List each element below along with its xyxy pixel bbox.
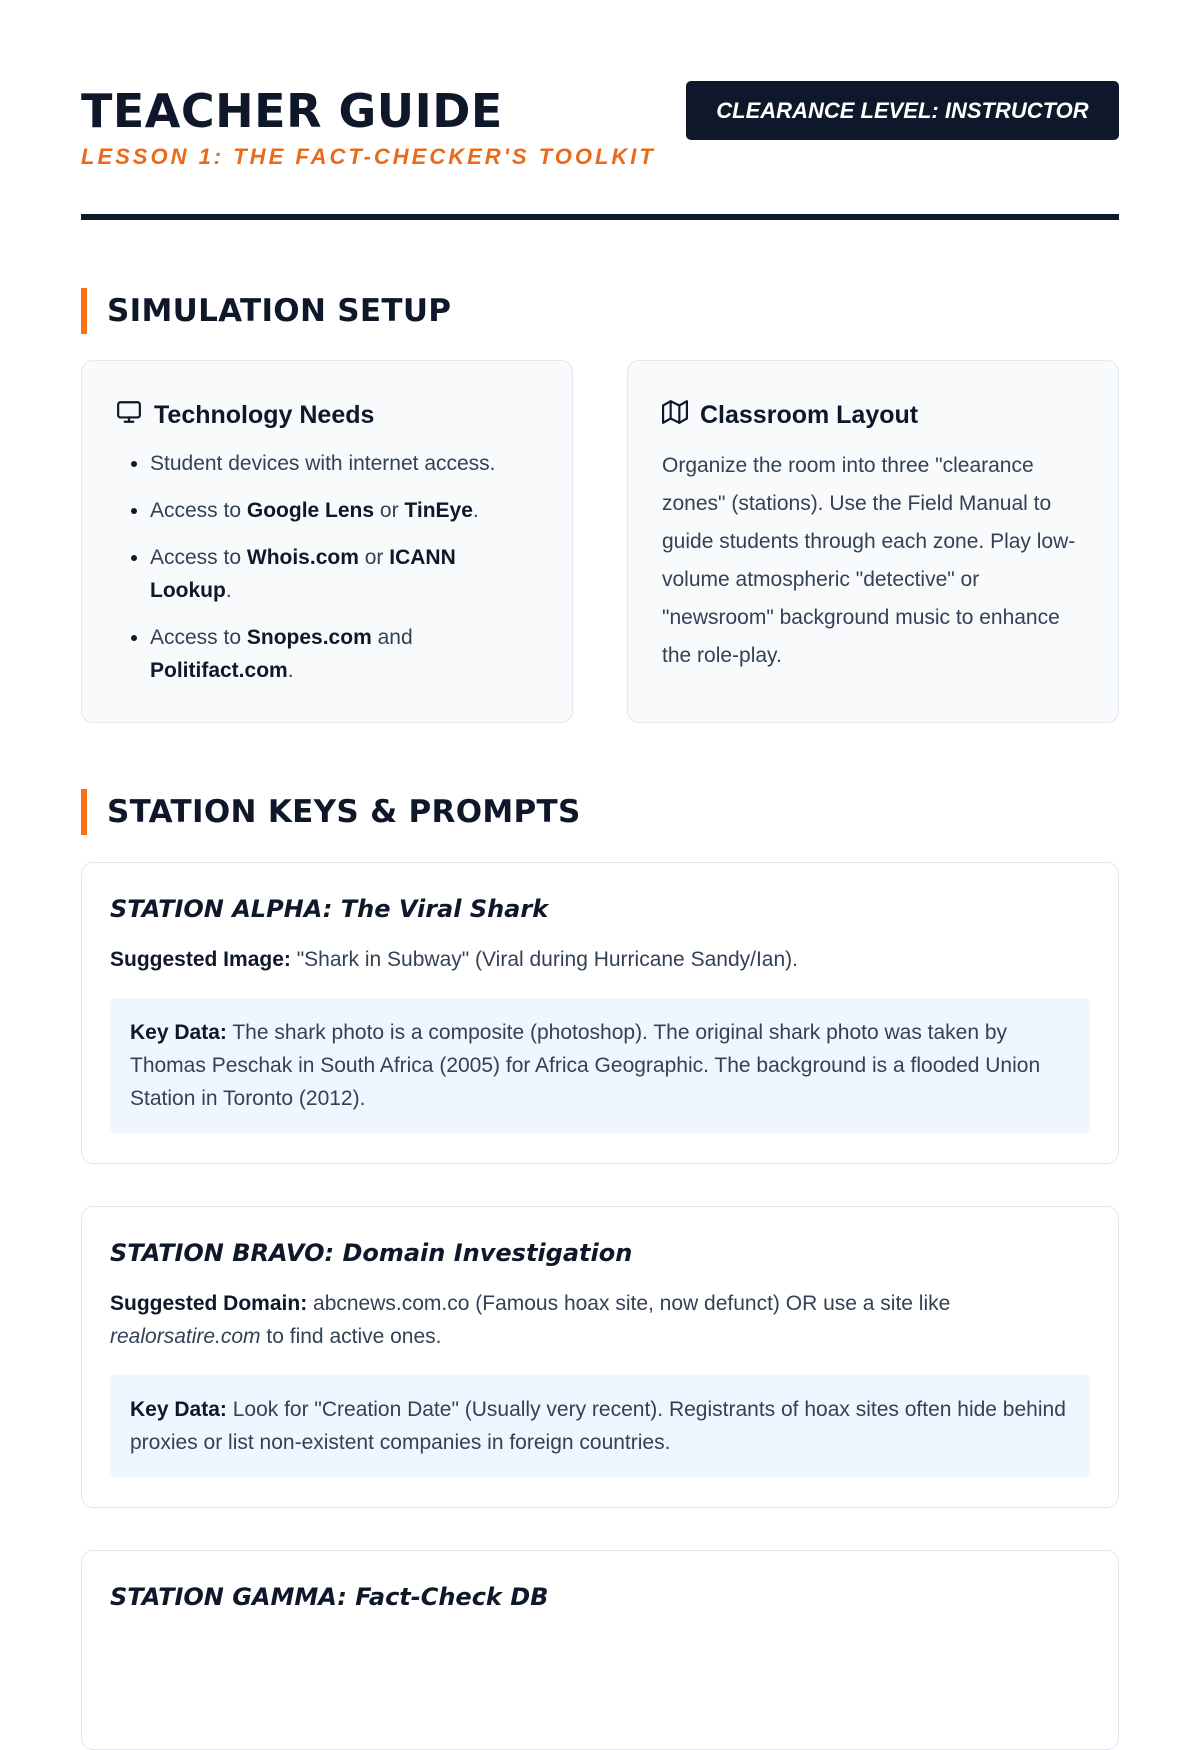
list-item — [150, 621, 538, 687]
station-gamma-card — [81, 1550, 1119, 1750]
setup-cards — [81, 360, 1119, 723]
header — [81, 0, 1119, 224]
list-item — [150, 494, 538, 527]
station-bravo-key-data — [110, 1375, 1090, 1477]
suggestion-label: Suggested Image: — [110, 948, 291, 971]
map-icon — [662, 399, 688, 432]
list-item-text: Access to — [150, 546, 247, 569]
tool-name: TinEye — [404, 499, 473, 522]
station-alpha-suggestion — [110, 943, 1090, 976]
classroom-layout-label: Classroom Layout — [700, 400, 919, 429]
list-item-text: and — [371, 626, 413, 649]
classroom-layout-card — [627, 360, 1119, 723]
tool-name: ICANN Lookup — [150, 546, 456, 602]
station-alpha-title: STATION ALPHA: The Viral Shark — [110, 895, 549, 923]
tool-name: Snopes.com — [246, 626, 372, 649]
tool-name: Politifact.com — [150, 659, 288, 682]
list-item — [150, 541, 538, 607]
suggestion-label: Suggested Domain: — [110, 1292, 308, 1315]
list-item-text: Access to — [150, 626, 247, 649]
clearance-badge: CLEARANCE LEVEL: INSTRUCTOR — [686, 81, 1119, 140]
station-bravo-suggestion — [110, 1287, 1090, 1353]
suggestion-text: "Shark in Subway" (Viral during Hurricane Sandy/Ian). — [290, 948, 798, 971]
key-data-text: The shark photo is a composite (photoshop). The original shark photo was taken by Thomas Peschak in South Africa (2005) for Africa Geographic. The background is a flooded Union Station in Toronto (2012). — [130, 1021, 1041, 1110]
section-heading-stations: STATION KEYS & PROMPTS — [81, 789, 1119, 835]
key-data-text: Look for "Creation Date" (Usually very recent). Registrants of hoax sites often hide behind proxies or list non-existent companies in foreign countries. — [130, 1398, 1066, 1454]
list-item-text: . — [287, 659, 294, 682]
station-alpha-key-data — [110, 998, 1090, 1133]
example-site: realorsatire.com — [110, 1325, 261, 1348]
station-alpha-card — [81, 862, 1119, 1164]
station-bravo-card — [81, 1206, 1119, 1508]
station-gamma-title: STATION GAMMA: Fact-Check DB — [110, 1583, 549, 1611]
list-item-text: . — [225, 579, 232, 602]
tool-name: Whois.com — [246, 546, 359, 569]
technology-needs-list — [116, 447, 538, 687]
tool-name: Google Lens — [246, 499, 375, 522]
page-title: TEACHER GUIDE — [81, 84, 503, 138]
technology-needs-title — [116, 397, 538, 433]
header-divider — [81, 214, 1119, 220]
list-item-text: . — [472, 499, 479, 522]
key-data-label: Key Data: — [130, 1398, 227, 1421]
list-item-text: or — [374, 499, 405, 522]
list-item-text: Access to — [150, 499, 247, 522]
lesson-subtitle: LESSON 1: THE FACT-CHECKER'S TOOLKIT — [81, 144, 656, 169]
station-bravo-title: STATION BRAVO: Domain Investigation — [110, 1239, 633, 1267]
suggestion-text: to find active ones. — [260, 1325, 442, 1348]
list-item-text: Student devices with internet access. — [150, 452, 496, 475]
list-item-text: or — [358, 546, 390, 569]
classroom-layout-title — [662, 397, 1084, 433]
list-item — [150, 447, 538, 480]
suggestion-text: abcnews.com.co (Famous hoax site, now defunct) OR use a site like — [307, 1292, 951, 1315]
section-heading-setup: SIMULATION SETUP — [81, 288, 1119, 334]
monitor-icon — [116, 399, 142, 432]
classroom-layout-text: Organize the room into three "clearance zones" (stations). Use the Field Manual to guide students through each zone. Play low-volume atmospheric "detective" or "newsroom" background music to enhance the role-play. — [662, 454, 1076, 667]
technology-needs-label: Technology Needs — [154, 400, 375, 429]
key-data-label: Key Data: — [130, 1021, 227, 1044]
technology-needs-card — [81, 360, 573, 723]
